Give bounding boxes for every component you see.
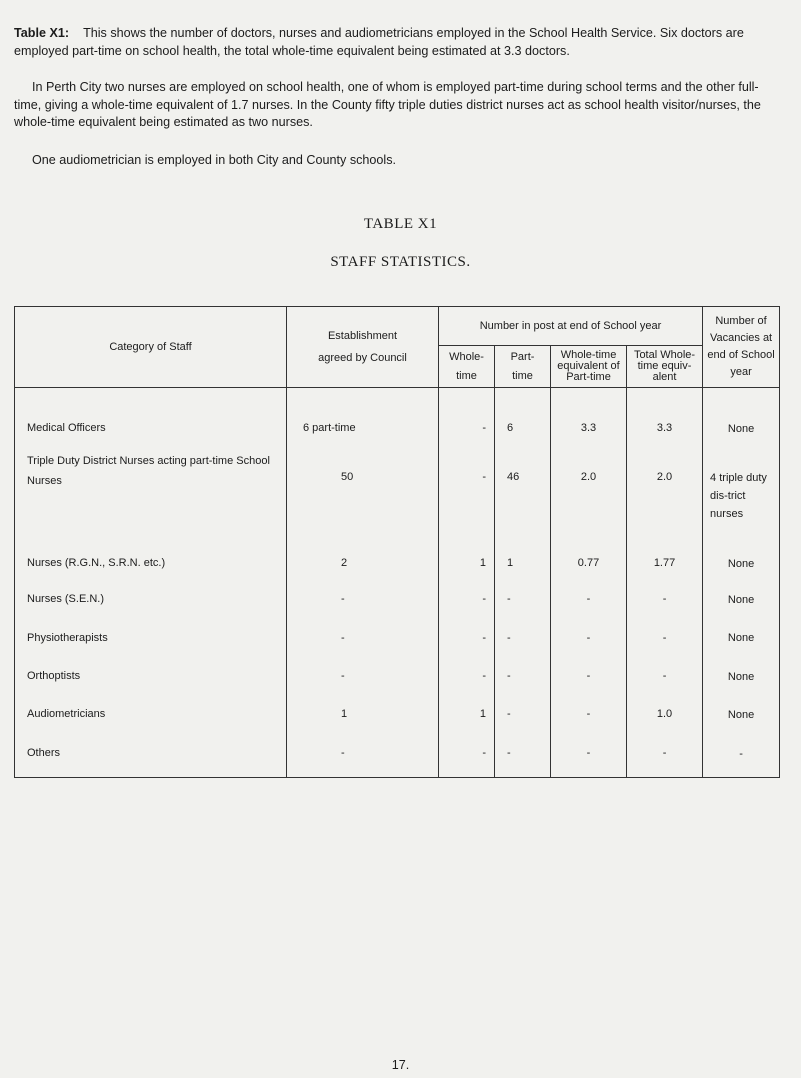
cell-category: Nurses (S.E.N.) — [15, 578, 287, 616]
cell-total-wte: - — [627, 654, 703, 692]
cell-vacancies-text: 4 triple duty dis-trict nurses — [710, 471, 767, 520]
cell-category-text: Triple Duty District Nurses acting part-time School Nurses — [27, 454, 270, 487]
table-row — [15, 578, 780, 616]
cell-wte-part-time: 3.3 — [551, 388, 627, 448]
cell-wte-part-time: - — [551, 730, 627, 778]
cell-vacancies: None — [703, 540, 780, 578]
cell-category — [15, 448, 287, 540]
header-vacancies — [703, 307, 780, 388]
table-row — [15, 448, 780, 540]
intro-text — [14, 25, 779, 189]
cell-part-time: - — [495, 578, 551, 616]
cell-category: Physiotherapists — [15, 616, 287, 654]
cell-whole-time: 1 — [439, 540, 495, 578]
cell-whole-time: - — [439, 388, 495, 448]
cell-establishment — [287, 730, 439, 778]
cell-vacancies: - — [703, 730, 780, 778]
header-number-in-post: Number in post at end of School year — [439, 307, 703, 346]
table-row — [15, 730, 780, 778]
cell-part-time: 46 — [495, 448, 551, 540]
intro-paragraph-1-text: This shows the number of doctors, nurses and audiometricians employed in the School Health Service. Six doctors are employed part-time on school health, the total whole-time equivalent being estimated at 3.3 doctors. — [14, 26, 744, 58]
cell-total-wte: 3.3 — [627, 388, 703, 448]
cell-part-time: 6 — [495, 388, 551, 448]
header-establishment — [287, 307, 439, 388]
cell-whole-time: - — [439, 616, 495, 654]
cell-vacancies — [703, 448, 780, 540]
cell-part-time: - — [495, 654, 551, 692]
cell-whole-time: 1 — [439, 692, 495, 730]
cell-establishment-text: - — [341, 592, 345, 605]
cell-total-wte: 1.0 — [627, 692, 703, 730]
cell-establishment-text: - — [341, 746, 345, 759]
header-whole-time — [439, 346, 495, 388]
cell-whole-time: - — [439, 448, 495, 540]
cell-wte-part-time: 2.0 — [551, 448, 627, 540]
cell-establishment: 6 part-time — [287, 388, 439, 448]
table-row — [15, 540, 780, 578]
cell-whole-time: - — [439, 654, 495, 692]
header-category: Category of Staff — [15, 307, 287, 388]
cell-establishment-text: 1 — [341, 707, 348, 720]
intro-paragraph-1 — [14, 25, 779, 60]
table-title: TABLE X1 — [363, 216, 438, 232]
cell-vacancies: None — [703, 616, 780, 654]
page-number: 17. — [391, 1058, 410, 1072]
cell-establishment — [287, 616, 439, 654]
cell-category: Others — [15, 730, 287, 778]
intro-paragraph-3: One audiometrician is employed in both City and County schools. — [32, 152, 397, 167]
cell-establishment — [287, 448, 439, 540]
cell-total-wte: - — [627, 730, 703, 778]
header-vacancies-text: Number of Vacancies at end of School year — [707, 315, 775, 378]
header-wte-part-time-text: Whole-time equivalent of Part-time — [557, 349, 620, 383]
header-whole-time-text: Whole-time — [449, 350, 484, 382]
cell-establishment — [287, 540, 439, 578]
table-subtitle: STAFF STATISTICS. — [330, 254, 471, 270]
cell-part-time: - — [495, 730, 551, 778]
cell-total-wte: 2.0 — [627, 448, 703, 540]
cell-vacancies: None — [703, 388, 780, 448]
cell-whole-time: - — [439, 578, 495, 616]
table-row — [15, 616, 780, 654]
header-part-time-text: Part-time — [510, 350, 535, 382]
cell-vacancies: None — [703, 692, 780, 730]
intro-paragraph-2: In Perth City two nurses are employed on school health, one of whom is employed part-time during school terms and the other full-time, giving a whole-time equivalent of 1.7 nurses. In the County fifty triple duties district nurses act as school health visitor/nurses, the whole-time equivalent being estimated as two nurses. — [14, 80, 761, 129]
cell-establishment-text: 2 — [341, 556, 348, 569]
cell-wte-part-time: - — [551, 578, 627, 616]
cell-total-wte: - — [627, 578, 703, 616]
cell-establishment-text: 50 — [341, 470, 354, 483]
cell-establishment — [287, 692, 439, 730]
cell-establishment — [287, 654, 439, 692]
cell-category: Nurses (R.G.N., S.R.N. etc.) — [15, 540, 287, 578]
header-wte-part-time — [551, 346, 627, 388]
cell-establishment-text: - — [341, 631, 345, 644]
cell-wte-part-time: 0.77 — [551, 540, 627, 578]
table-row — [15, 654, 780, 692]
header-total-wte-text: Total Whole-time equiv-alent — [633, 349, 696, 383]
cell-total-wte: - — [627, 616, 703, 654]
header-total-wte — [627, 346, 703, 388]
staff-statistics-table — [14, 306, 780, 778]
cell-wte-part-time: - — [551, 692, 627, 730]
cell-total-wte: 1.77 — [627, 540, 703, 578]
cell-part-time: 1 — [495, 540, 551, 578]
header-establishment-text: Establishment agreed by Council — [318, 330, 407, 364]
header-part-time — [495, 346, 551, 388]
cell-establishment — [287, 578, 439, 616]
table-row — [15, 388, 780, 448]
cell-vacancies: None — [703, 654, 780, 692]
cell-vacancies: None — [703, 578, 780, 616]
cell-part-time: - — [495, 616, 551, 654]
cell-wte-part-time: - — [551, 616, 627, 654]
table-reference-label: Table X1: — [14, 26, 70, 40]
cell-whole-time: - — [439, 730, 495, 778]
cell-category: Orthoptists — [15, 654, 287, 692]
cell-part-time: - — [495, 692, 551, 730]
cell-category: Medical Officers — [15, 388, 287, 448]
table-row — [15, 692, 780, 730]
cell-wte-part-time: - — [551, 654, 627, 692]
cell-establishment-text: - — [341, 669, 345, 682]
cell-category: Audiometricians — [15, 692, 287, 730]
